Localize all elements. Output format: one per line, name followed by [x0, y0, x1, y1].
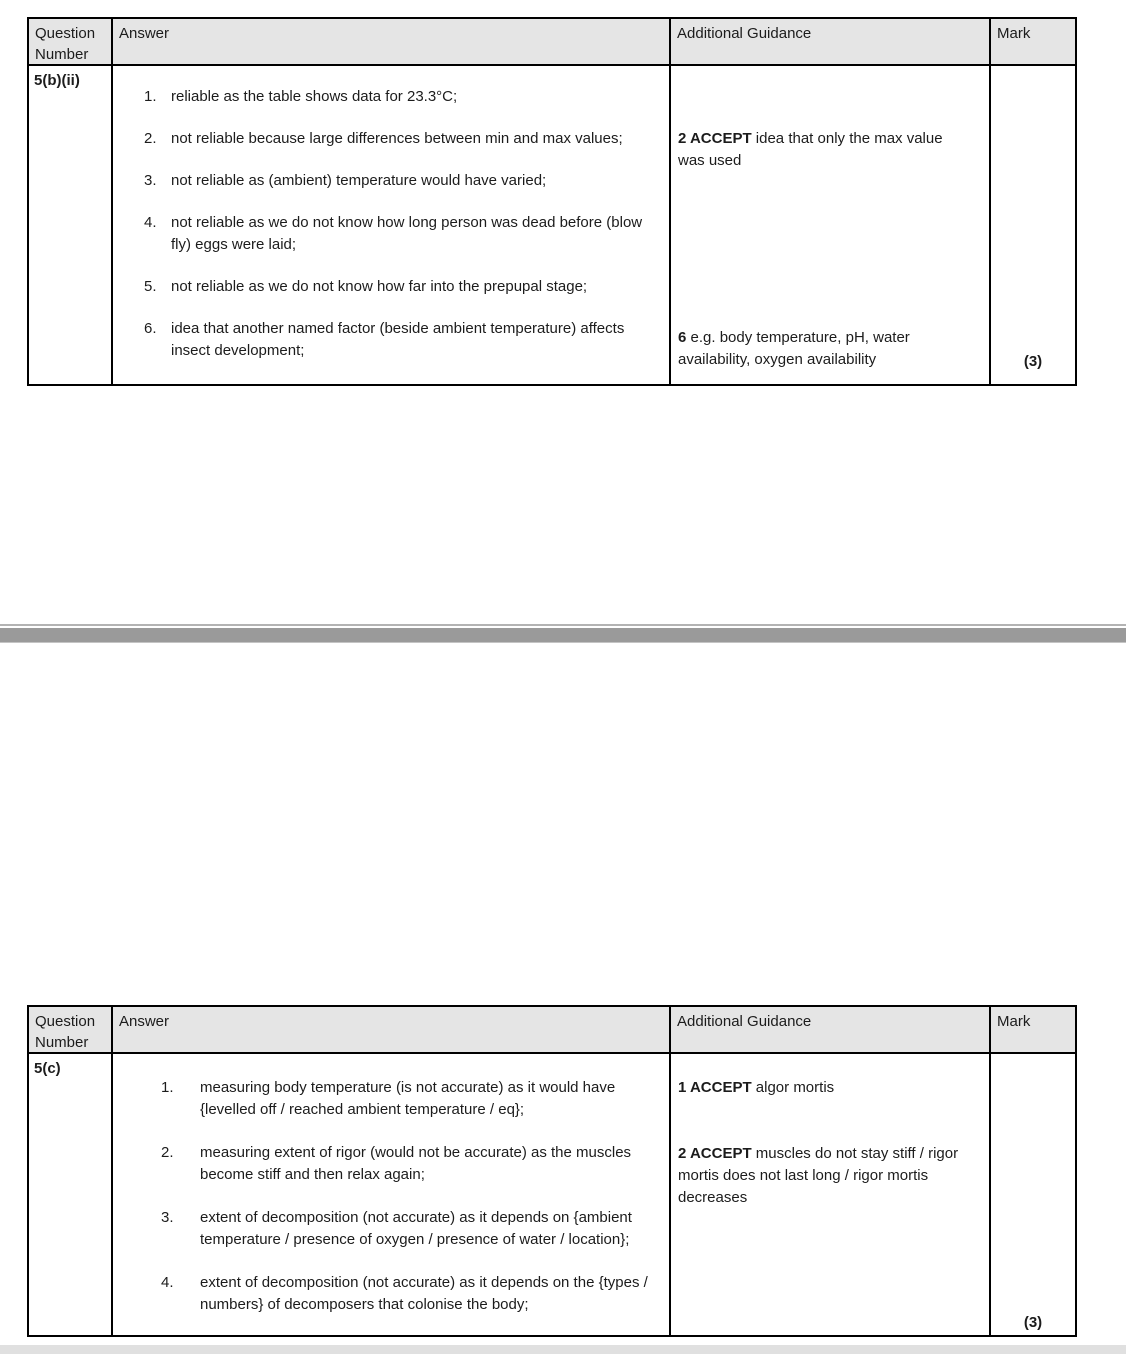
mark-value: (3): [1023, 353, 1043, 370]
answer-item-number: 6.: [144, 320, 157, 337]
guidance-note-prefix: 2 ACCEPT: [678, 1145, 752, 1162]
answer-cell: [113, 66, 669, 384]
page-break-divider: [0, 624, 1126, 643]
answer-cell: [113, 1054, 669, 1335]
guidance-note: [678, 128, 973, 172]
answer-item: [161, 1207, 663, 1251]
guidance-note-prefix: 1 ACCEPT: [678, 1079, 752, 1096]
guidance-note-text: algor mortis: [751, 1079, 835, 1096]
guidance-note: [678, 1143, 982, 1209]
guidance-note-text: e.g. body temperature, pH, water availability, oxygen availability: [678, 329, 910, 368]
guidance-note: [678, 327, 973, 371]
answer-item: [144, 128, 663, 150]
answer-item: [144, 276, 663, 298]
answer-item: [144, 86, 663, 108]
answer-item-text: measuring extent of rigor (would not be accurate) as the muscles become stiff and then relax again;: [200, 1144, 632, 1183]
answer-item-number: 5.: [144, 278, 157, 295]
guidance-note-prefix: 6: [678, 329, 687, 346]
answer-item: [161, 1142, 663, 1186]
answer-item: [144, 318, 663, 362]
guidance-note: [678, 1077, 982, 1099]
answer-item-number: 3.: [144, 172, 157, 189]
answer-item-text: extent of decomposition (not accurate) as it depends on the {types / numbers} of decomposers that colonise the body;: [200, 1274, 648, 1313]
answer-item-number: 1.: [144, 88, 157, 105]
question-number-cell: 5(b)(ii): [29, 66, 111, 384]
answer-item: [161, 1077, 663, 1121]
divider-bar: [0, 628, 1126, 643]
answer-item-text: not reliable as we do not know how far into the prepupal stage;: [171, 278, 588, 295]
answer-item-number: 4.: [161, 1274, 174, 1291]
header-mark: Mark: [991, 1007, 1075, 1052]
answer-item-text: not reliable because large differences between min and max values;: [171, 130, 623, 147]
mark-scheme-table-5bii: [27, 17, 1077, 386]
guidance-note-prefix: 2 ACCEPT: [678, 130, 752, 147]
answer-item-number: 1.: [161, 1079, 174, 1096]
answer-item-text: extent of decomposition (not accurate) as it depends on {ambient temperature / presence of oxygen / presence of water / location};: [200, 1209, 632, 1248]
answer-item-number: 2.: [161, 1144, 174, 1161]
guidance-note-text: idea that only the max value was used: [678, 130, 943, 169]
header-question-number: Question Number: [29, 19, 111, 64]
answer-item-number: 4.: [144, 214, 157, 231]
mark-scheme-table-5c: [27, 1005, 1077, 1337]
answer-item-number: 3.: [161, 1209, 174, 1226]
bottom-edge-strip: [0, 1345, 1126, 1354]
mark-cell: [991, 1054, 1075, 1335]
header-question-number: Question Number: [29, 1007, 111, 1052]
question-number-cell: 5(c): [29, 1054, 111, 1335]
answer-item-number: 2.: [144, 130, 157, 147]
header-additional-guidance: Additional Guidance: [671, 1007, 989, 1052]
answer-item: [161, 1272, 663, 1316]
answer-item: [144, 212, 663, 256]
answer-item-text: not reliable as we do not know how long person was dead before (blow fly) eggs were laid;: [171, 214, 643, 253]
header-answer: Answer: [113, 19, 669, 64]
mark-cell: [991, 66, 1075, 384]
guidance-cell: [671, 1054, 989, 1335]
answer-item-text: not reliable as (ambient) temperature would have varied;: [171, 172, 547, 189]
answer-item: [144, 170, 663, 192]
guidance-cell: [671, 66, 989, 384]
header-additional-guidance: Additional Guidance: [671, 19, 989, 64]
answer-item-text: idea that another named factor (beside ambient temperature) affects insect development;: [171, 320, 625, 359]
mark-value: (3): [1023, 1314, 1043, 1331]
answer-item-text: measuring body temperature (is not accurate) as it would have {levelled off / reached ambient temperature / eq};: [200, 1079, 616, 1118]
header-answer: Answer: [113, 1007, 669, 1052]
header-mark: Mark: [991, 19, 1075, 64]
answer-item-text: reliable as the table shows data for 23.3°C;: [171, 88, 458, 105]
guidance-note-text: muscles do not stay stiff / rigor mortis does not last long / rigor mortis decreases: [678, 1145, 959, 1206]
